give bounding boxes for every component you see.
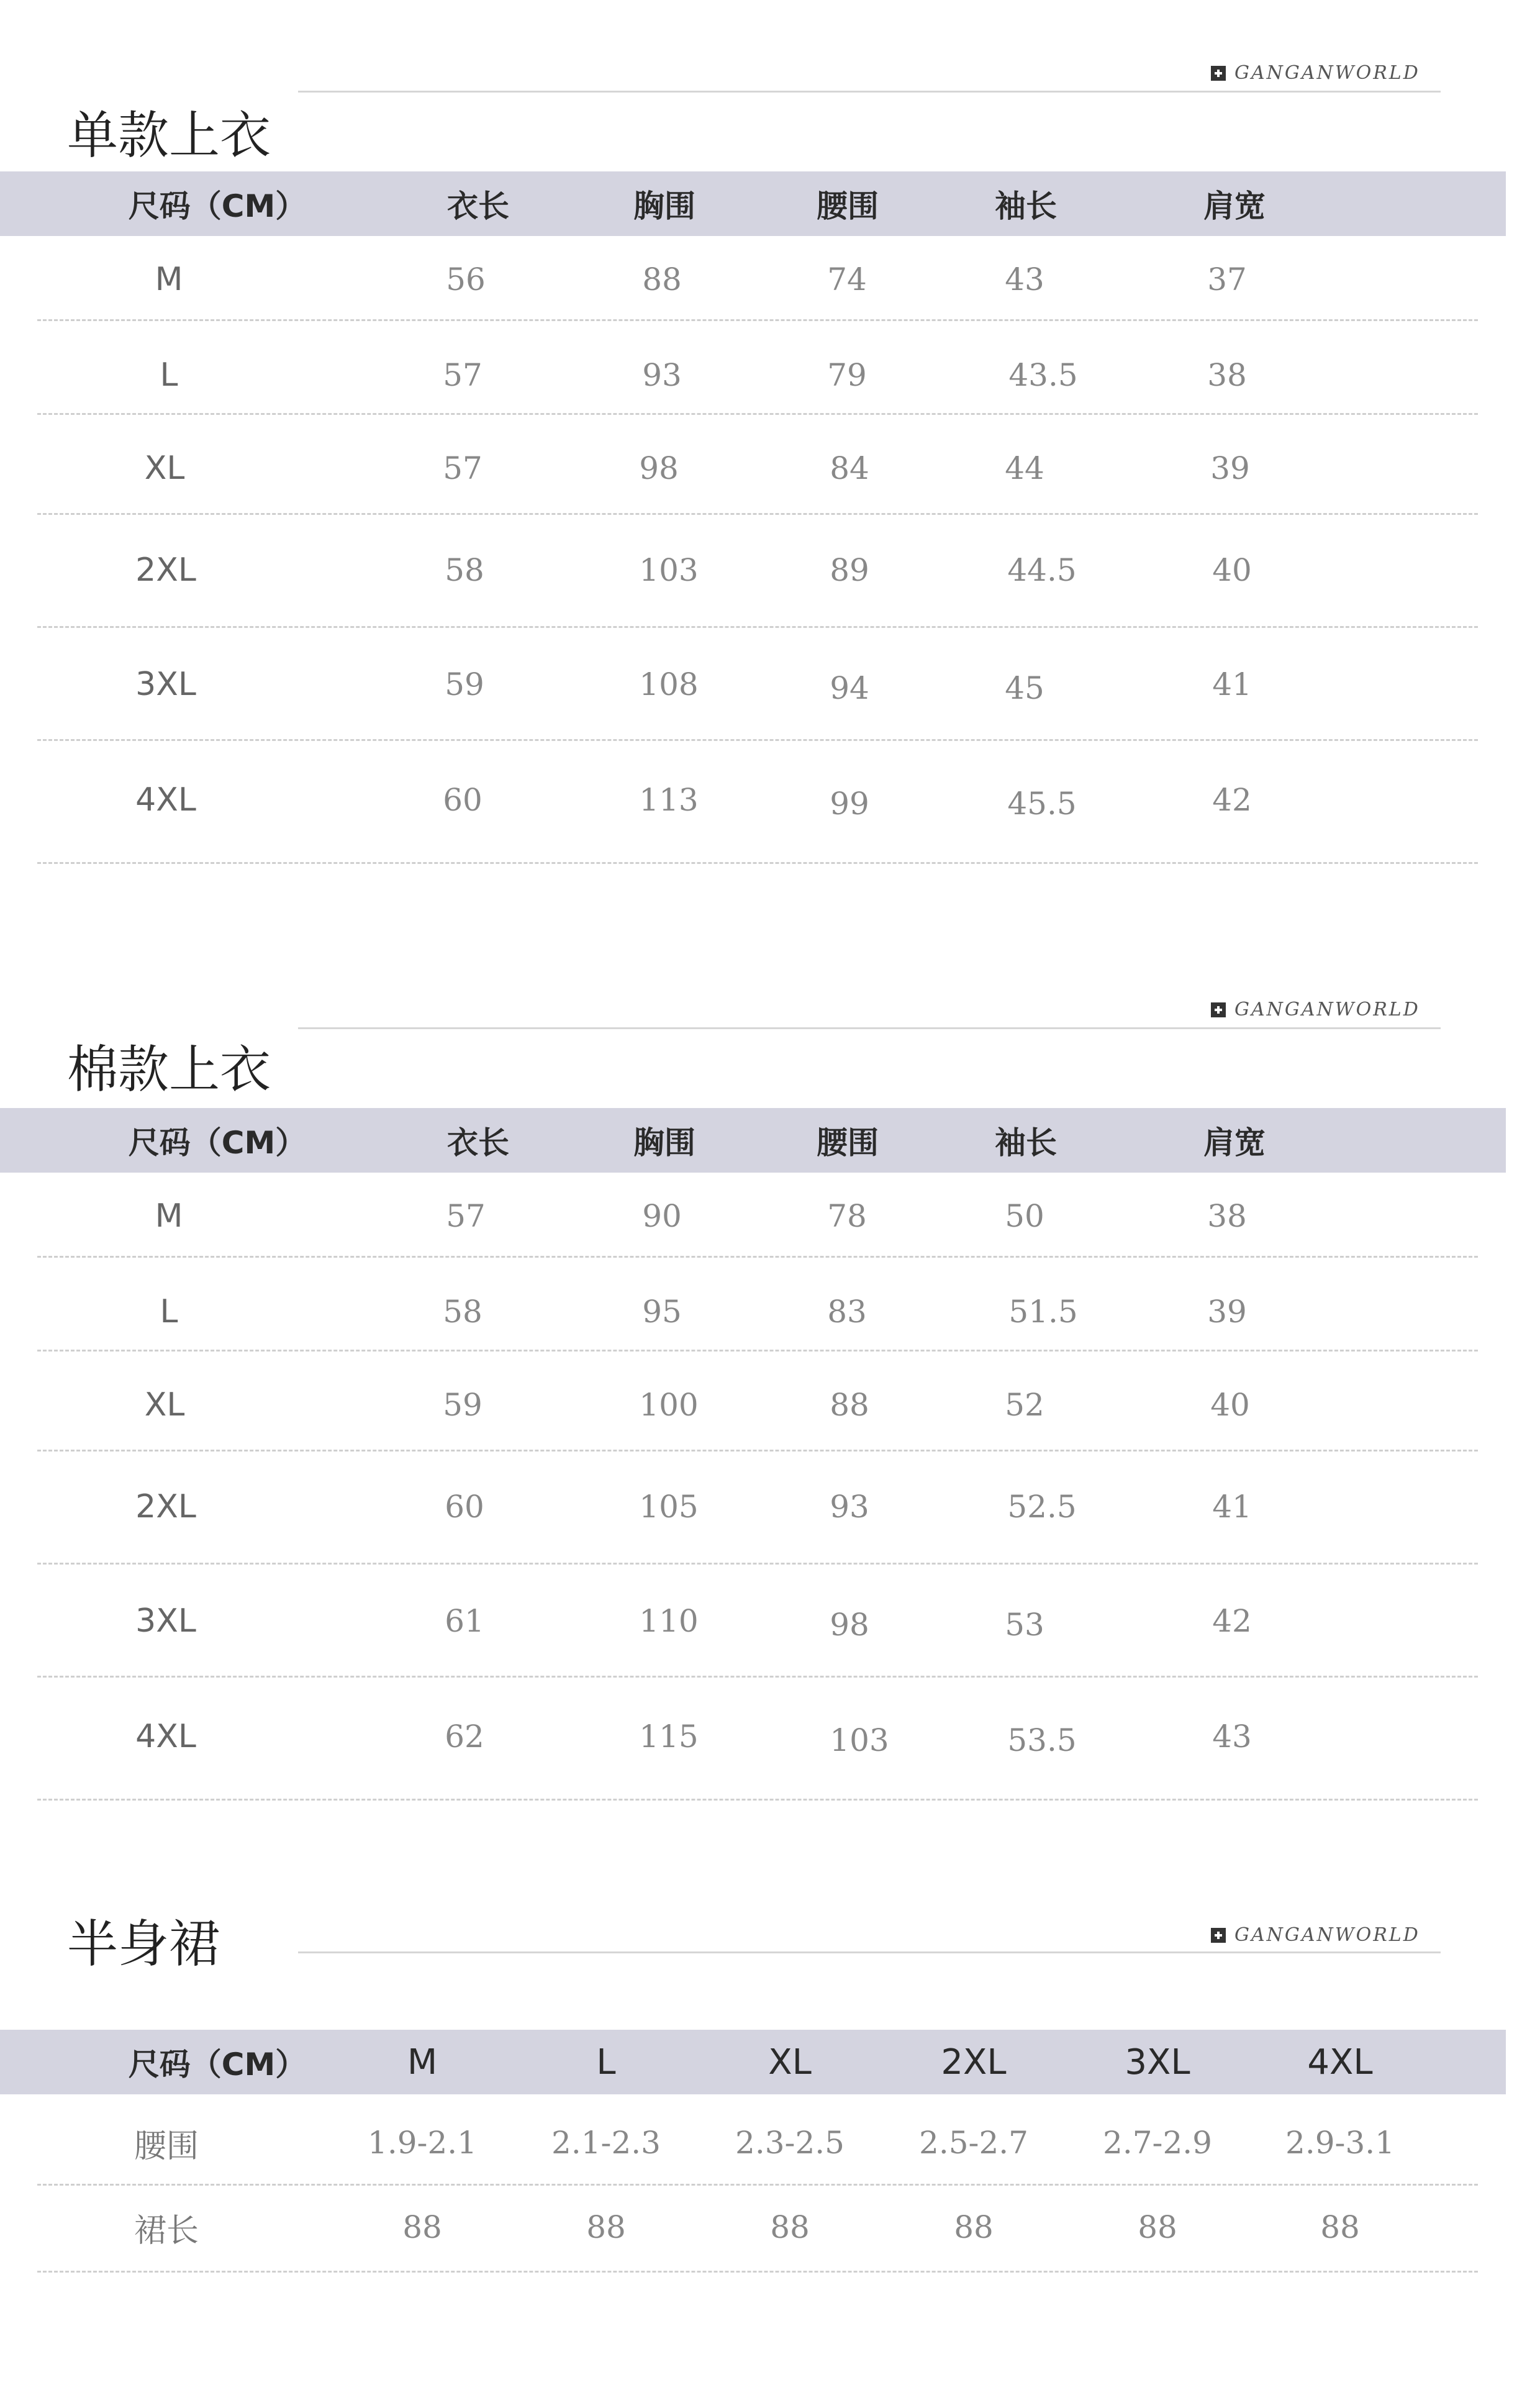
waist-cell: 79 (827, 357, 867, 393)
size-cell: 3XL (135, 666, 196, 703)
brand-name: GANGANWORLD (1234, 62, 1420, 84)
shoulder-cell: 41 (1212, 1489, 1252, 1525)
length-cell: 57 (443, 357, 482, 393)
row-divider (37, 862, 1478, 864)
sleeve-cell: 43 (1005, 261, 1044, 298)
chest-cell: 98 (639, 450, 679, 486)
length-cell: 57 (443, 450, 482, 486)
header-size-xl: XL (768, 2042, 812, 2083)
skirt-cell: 88 (402, 2209, 442, 2245)
shoulder-cell: 39 (1207, 1294, 1247, 1330)
section-title: 半身裙 (67, 1915, 220, 1974)
header-chest: 胸围 (633, 188, 695, 224)
row-divider (37, 2184, 1478, 2186)
size-cell: XL (144, 450, 185, 487)
shoulder-cell: 38 (1207, 357, 1247, 393)
brand-logo (1211, 1924, 1420, 1946)
sleeve-cell: 52 (1005, 1387, 1044, 1423)
length-cell: 59 (445, 666, 484, 702)
chest-cell: 103 (639, 552, 699, 588)
header-shoulder: 肩宽 (1203, 1125, 1266, 1161)
waist-cell: 88 (830, 1387, 869, 1423)
skirt-cell: 88 (586, 2209, 626, 2245)
sleeve-cell: 45.5 (1007, 786, 1077, 822)
sleeve-cell: 53.5 (1007, 1722, 1077, 1758)
length-cell: 60 (445, 1489, 484, 1525)
row-divider (37, 1563, 1478, 1565)
length-cell: 59 (443, 1387, 482, 1423)
chest-cell: 113 (639, 782, 699, 818)
shoulder-cell: 37 (1207, 261, 1247, 298)
waist-cell: 84 (830, 450, 869, 486)
size-cell: XL (144, 1386, 185, 1424)
brand-divider (298, 91, 1441, 93)
header-size-unit: 尺码（CM） (128, 1125, 307, 1161)
header-size-3xl: 3XL (1125, 2042, 1190, 2083)
sleeve-cell: 43.5 (1008, 357, 1078, 393)
row-divider (37, 513, 1478, 515)
length-cell: 62 (445, 1719, 484, 1755)
header-length: 衣长 (447, 1125, 509, 1161)
header-size-2xl: 2XL (941, 2042, 1007, 2083)
row-label-waist: 腰围 (134, 2127, 199, 2165)
skirt-cell: 88 (1320, 2209, 1360, 2245)
size-cell: L (160, 357, 178, 394)
sleeve-cell: 44.5 (1007, 552, 1077, 588)
waist-cell: 89 (830, 552, 869, 588)
row-divider (37, 1256, 1478, 1258)
brand-divider (298, 1027, 1441, 1029)
skirt-cell: 2.7-2.9 (1103, 2125, 1212, 2161)
brand-plus-icon (1211, 66, 1226, 81)
waist-cell: 78 (827, 1198, 867, 1234)
waist-cell: 99 (830, 786, 869, 822)
header-size-unit: 尺码（CM） (128, 2047, 307, 2083)
chest-cell: 95 (642, 1294, 682, 1330)
row-divider (37, 739, 1478, 741)
size-cell: 2XL (135, 1488, 196, 1525)
row-divider (37, 1676, 1478, 1678)
shoulder-cell: 40 (1210, 1387, 1250, 1423)
row-divider (37, 319, 1478, 321)
chest-cell: 88 (642, 261, 682, 298)
row-divider (37, 626, 1478, 628)
size-cell: 3XL (135, 1602, 196, 1640)
brand-logo (1211, 62, 1420, 84)
size-cell: L (160, 1293, 178, 1330)
brand-plus-icon (1211, 1002, 1226, 1017)
chest-cell: 108 (639, 666, 699, 702)
sleeve-cell: 53 (1005, 1607, 1044, 1643)
shoulder-cell: 38 (1207, 1198, 1247, 1234)
shoulder-cell: 39 (1210, 450, 1250, 486)
chest-cell: 110 (639, 1603, 699, 1639)
row-label-length: 裙长 (134, 2212, 199, 2250)
header-sleeve: 袖长 (995, 188, 1057, 224)
skirt-cell: 2.1-2.3 (551, 2125, 661, 2161)
row-divider (37, 1350, 1478, 1352)
header-size-unit: 尺码（CM） (128, 188, 307, 224)
header-sleeve: 袖长 (995, 1125, 1057, 1161)
length-cell: 60 (443, 782, 482, 818)
header-length: 衣长 (447, 188, 509, 224)
chest-cell: 90 (642, 1198, 682, 1234)
shoulder-cell: 42 (1212, 782, 1252, 818)
waist-cell: 98 (830, 1607, 869, 1643)
shoulder-cell: 40 (1212, 552, 1252, 588)
header-chest: 胸围 (633, 1125, 695, 1161)
size-cell: 4XL (135, 1718, 196, 1755)
header-waist: 腰围 (817, 188, 879, 224)
table-header (0, 2030, 1506, 2094)
header-waist: 腰围 (817, 1125, 879, 1161)
waist-cell: 93 (830, 1489, 869, 1525)
skirt-cell: 2.9-3.1 (1285, 2125, 1395, 2161)
size-cell: M (155, 1197, 183, 1235)
size-cell: 2XL (135, 552, 196, 589)
skirt-cell: 1.9-2.1 (368, 2125, 477, 2161)
shoulder-cell: 43 (1212, 1719, 1252, 1755)
length-cell: 58 (443, 1294, 482, 1330)
sleeve-cell: 52.5 (1007, 1489, 1077, 1525)
brand-logo (1211, 999, 1420, 1020)
skirt-cell: 88 (954, 2209, 994, 2245)
chest-cell: 100 (639, 1387, 699, 1423)
row-divider (37, 413, 1478, 415)
waist-cell: 74 (827, 261, 867, 298)
chest-cell: 105 (639, 1489, 699, 1525)
table-header (0, 1108, 1506, 1173)
brand-name: GANGANWORLD (1234, 1924, 1420, 1946)
row-divider (37, 2271, 1478, 2273)
section-title: 单款上衣 (67, 106, 271, 165)
skirt-cell: 88 (1138, 2209, 1177, 2245)
brand-plus-icon (1211, 1928, 1226, 1943)
chest-cell: 115 (639, 1719, 699, 1755)
size-cell: 4XL (135, 781, 196, 819)
table-header (0, 171, 1506, 236)
brand-name: GANGANWORLD (1234, 999, 1420, 1020)
header-size-4xl: 4XL (1307, 2042, 1373, 2083)
waist-cell: 94 (830, 670, 869, 706)
length-cell: 61 (445, 1603, 484, 1639)
header-shoulder: 肩宽 (1203, 188, 1266, 224)
shoulder-cell: 41 (1212, 666, 1252, 702)
shoulder-cell: 42 (1212, 1603, 1252, 1639)
sleeve-cell: 44 (1005, 450, 1044, 486)
skirt-cell: 88 (770, 2209, 810, 2245)
sleeve-cell: 50 (1005, 1198, 1044, 1234)
size-cell: M (155, 261, 183, 298)
row-divider (37, 1450, 1478, 1451)
waist-cell: 103 (830, 1722, 889, 1758)
skirt-cell: 2.3-2.5 (735, 2125, 845, 2161)
waist-cell: 83 (827, 1294, 867, 1330)
header-size-m: M (407, 2042, 438, 2083)
header-size-l: L (596, 2042, 616, 2083)
sleeve-cell: 51.5 (1008, 1294, 1078, 1330)
section-title: 棉款上衣 (67, 1040, 271, 1099)
skirt-cell: 2.5-2.7 (919, 2125, 1028, 2161)
brand-divider (298, 1951, 1441, 1953)
length-cell: 56 (446, 261, 486, 298)
length-cell: 58 (445, 552, 484, 588)
length-cell: 57 (446, 1198, 486, 1234)
sleeve-cell: 45 (1005, 670, 1044, 706)
row-divider (37, 1799, 1478, 1801)
chest-cell: 93 (642, 357, 682, 393)
